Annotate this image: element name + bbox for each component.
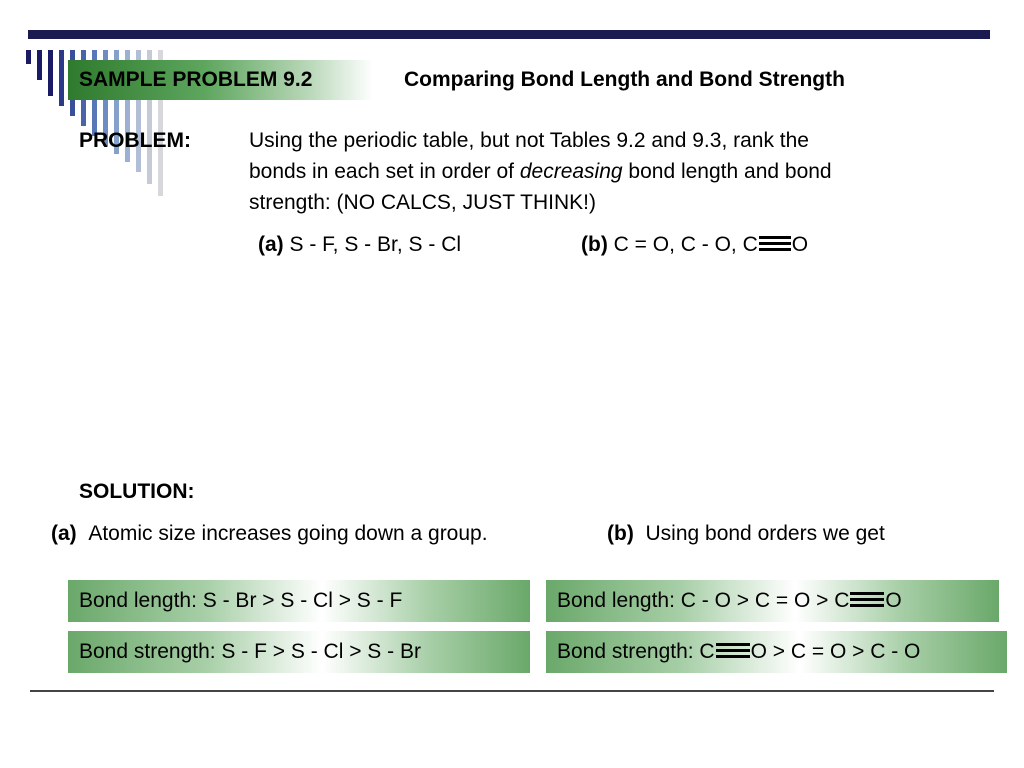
problem-part-a xyxy=(258,229,461,260)
problem-text xyxy=(249,125,832,218)
problem-line-1: Using the periodic table, but not Tables 9.2 and 9.3, rank the xyxy=(249,129,809,152)
part-b-text: C = O, C - O, C xyxy=(607,233,758,256)
box-b-strength-post: O > C = O > C - O xyxy=(750,640,921,663)
problem-line-2-post: bond length and bond xyxy=(622,160,832,183)
solution-a-label: (a) xyxy=(51,522,77,545)
part-a-label: (a) xyxy=(258,233,284,256)
triple-bond-icon xyxy=(716,640,750,661)
solution-b xyxy=(607,518,885,549)
solution-label: SOLUTION: xyxy=(79,480,195,503)
emphasis-decreasing: decreasing xyxy=(519,160,623,183)
bottom-rule xyxy=(30,690,994,692)
triple-bond-icon xyxy=(850,589,884,610)
page-title: Comparing Bond Length and Bond Strength xyxy=(404,68,845,91)
problem-label: PROBLEM: xyxy=(79,129,191,152)
solution-a-text: Atomic size increases going down a group. xyxy=(88,522,488,545)
problem-part-b xyxy=(581,229,808,260)
box-b-length-pre: Bond length: C - O > C = O > C xyxy=(557,589,850,612)
problem-line-2-pre: bonds in each set in order of xyxy=(249,160,520,183)
part-b-end: O xyxy=(791,233,809,256)
box-b-strength-pre: Bond strength: C xyxy=(557,640,715,663)
part-a-text: S - F, S - Br, S - Cl xyxy=(283,233,462,256)
part-b-label: (b) xyxy=(581,233,608,256)
box-a-bond-strength: Bond strength: S - F > S - Cl > S - Br xyxy=(68,631,530,673)
box-b-bond-strength xyxy=(546,631,1007,673)
solution-b-text: Using bond orders we get xyxy=(645,522,885,545)
solution-b-label: (b) xyxy=(607,522,634,545)
top-rule xyxy=(28,30,990,39)
triple-bond-icon xyxy=(759,233,791,254)
problem-line-2 xyxy=(249,156,832,187)
sample-problem-label: SAMPLE PROBLEM 9.2 xyxy=(79,68,313,91)
problem-line-3: strength: (NO CALCS, JUST THINK!) xyxy=(249,191,596,214)
box-a-bond-length: Bond length: S - Br > S - Cl > S - F xyxy=(68,580,530,622)
solution-a xyxy=(51,518,488,549)
box-b-length-end: O xyxy=(885,589,902,612)
box-b-bond-length xyxy=(546,580,999,622)
